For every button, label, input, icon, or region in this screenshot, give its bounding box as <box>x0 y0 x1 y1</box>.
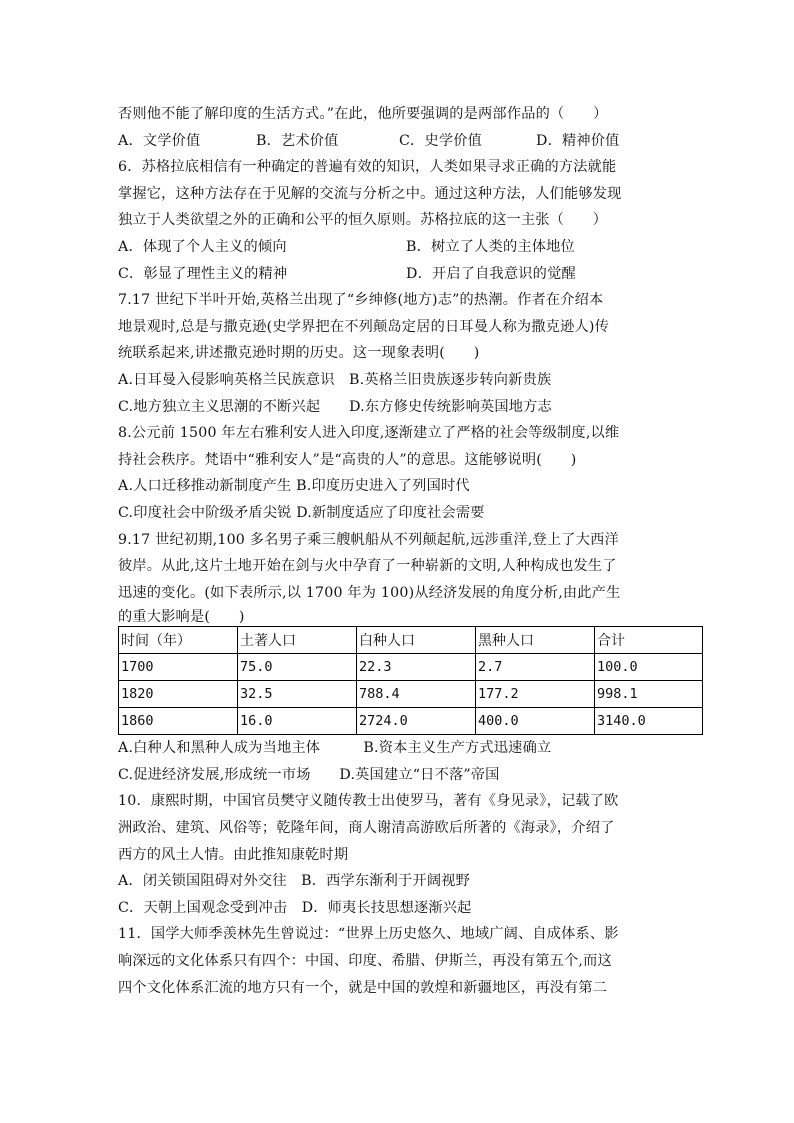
table-cell: 400.0 <box>476 708 595 735</box>
q9-stem-line: 的重大影响是( ) <box>118 609 245 626</box>
q9-stem-line: 9.17 世纪初期,100 多名男子乘三艘帆船从不列颠起航,远涉重洋,登上了大西洋 <box>118 531 619 548</box>
q10-stem-line: 10．康熙时期，中国官员樊守义随传教士出使罗马，著有《身见录》，记载了欧 <box>118 793 619 810</box>
table-cell: 2.7 <box>476 654 595 681</box>
q11-stem-line: 响深远的文化体系只有四个：中国、印度、希腊、伊斯兰，再没有第五个,而这 <box>118 953 612 970</box>
table-header-cell: 土著人口 <box>238 627 357 654</box>
q5-option-c: C．史学价值 <box>399 132 482 149</box>
table-cell: 32.5 <box>238 681 357 708</box>
q6-stem-line: 掌握它，这种方法存在于见解的交流与分析之中。通过这种方法，人们能够发现 <box>118 185 622 202</box>
q6-option-c: C．彰显了理性主义的精神 <box>118 265 288 282</box>
table-row <box>119 681 703 708</box>
q10-options-cd: C．天朝上国观念受到冲击 D．师夷长技思想逐渐兴起 <box>118 899 472 916</box>
q9-stem-line: 迅速的变化。(如下表所示,以 1700 年为 100)从经济发展的角度分析,由此产生 <box>118 584 621 601</box>
q9-stem-line: 彼岸。从此,这片土地开始在剑与火中孕育了一种崭新的文明,人种构成也发生了 <box>118 558 617 575</box>
q7-stem-line: 地景观时,总是与撒克逊(史学界把在不列颠岛定居的日耳曼人称为撒克逊人)传 <box>118 318 609 335</box>
q6-option-b: B．树立了人类的主体地位 <box>406 238 575 255</box>
q11-stem-line: 四个文化体系汇流的地方只有一个，就是中国的敦煌和新疆地区，再没有第二 <box>118 979 608 996</box>
q6-options-cd <box>118 261 703 288</box>
table-header-cell: 合计 <box>595 627 703 654</box>
q6-options-ab <box>118 234 703 261</box>
q8-options-ab: A.人口迁移推动新制度产生 B.印度历史进入了列国时代 <box>118 478 470 495</box>
table-cell: 1820 <box>119 681 238 708</box>
q9-options-cd: C.促进经济发展,形成统一市场 D.英国建立“日不落”帝国 <box>118 766 500 783</box>
population-table <box>118 626 703 735</box>
table-cell: 3140.0 <box>595 708 703 735</box>
q6-option-a: A．体现了个人主义的倾向 <box>118 238 287 255</box>
table-row <box>119 654 703 681</box>
q6-option-d: D．开启了自我意识的觉醒 <box>406 265 576 282</box>
exam-page <box>118 101 703 1001</box>
q9-options-ab: A.白种人和黑种人成为当地主体 B.资本主义生产方式迅速确立 <box>118 740 552 757</box>
table-header-row <box>119 627 703 654</box>
q8-stem-line: 持社会秩序。梵语中“雅利安人”是“高贵的人”的意思。这能够说明( ) <box>118 451 577 468</box>
table-header-cell: 黑种人口 <box>476 627 595 654</box>
table-cell: 1860 <box>119 708 238 735</box>
table-cell: 75.0 <box>238 654 357 681</box>
q5-stem-tail: 否则他不能了解印度的生活方式。”在此，他所要强调的是两部作品的（ ） <box>118 106 608 122</box>
table-cell: 788.4 <box>357 681 476 708</box>
q6-stem-line: 独立于人类欲望之外的正确和公平的恒久原则。苏格拉底的这一主张（ ） <box>118 212 608 229</box>
table-header-cell: 白种人口 <box>357 627 476 654</box>
q5-option-a: A．文学价值 <box>118 132 201 149</box>
table-cell: 16.0 <box>238 708 357 735</box>
table-cell: 998.1 <box>595 681 703 708</box>
table-row <box>119 708 703 735</box>
table-cell: 22.3 <box>357 654 476 681</box>
q5-option-b: B．艺术价值 <box>256 132 339 149</box>
table-cell: 2724.0 <box>357 708 476 735</box>
q10-stem-line: 洲政治、建筑、风俗等；乾隆年间，商人谢清高游欧后所著的《海录》，介绍了 <box>118 820 615 837</box>
q7-options-ab: A.日耳曼入侵影响英格兰民族意识 B.英格兰旧贵族逐步转向新贵族 <box>118 371 552 388</box>
q8-options-cd: C.印度社会中阶级矛盾尖锐 D.新制度适应了印度社会需要 <box>118 504 485 521</box>
q10-options-ab: A．闭关锁国阻碍对外交往 B．西学东渐利于开阔视野 <box>118 873 470 890</box>
table-cell: 100.0 <box>595 654 703 681</box>
q7-options-cd: C.地方独立主义思潮的不断兴起 D.东方修史传统影响英国地方志 <box>118 398 552 415</box>
q11-stem-line: 11．国学大师季羡林先生曾说过：“世界上历史悠久、地域广阔、自成体系、影 <box>118 926 619 943</box>
table-cell: 1700 <box>119 654 238 681</box>
table-cell: 177.2 <box>476 681 595 708</box>
q7-stem-line: 7.17 世纪下半叶开始,英格兰出现了“乡绅修(地方)志”的热潮。作者在介绍本 <box>118 292 604 309</box>
q8-stem-line: 8.公元前 1500 年左右雅利安人进入印度,逐渐建立了严格的社会等级制度,以维 <box>118 425 620 442</box>
q5-option-d: D．精神价值 <box>536 132 620 149</box>
q7-stem-line: 统联系起来,讲述撒克逊时期的历史。这一现象表明( ) <box>118 345 480 362</box>
q10-stem-line: 西方的风土人情。由此推知康乾时期 <box>118 846 349 863</box>
q6-stem-line: 6．苏格拉底相信有一种确定的普遍有效的知识，人类如果寻求正确的方法就能 <box>118 159 617 176</box>
table-header-cell: 时间（年） <box>119 627 238 654</box>
q5-options <box>118 128 703 155</box>
